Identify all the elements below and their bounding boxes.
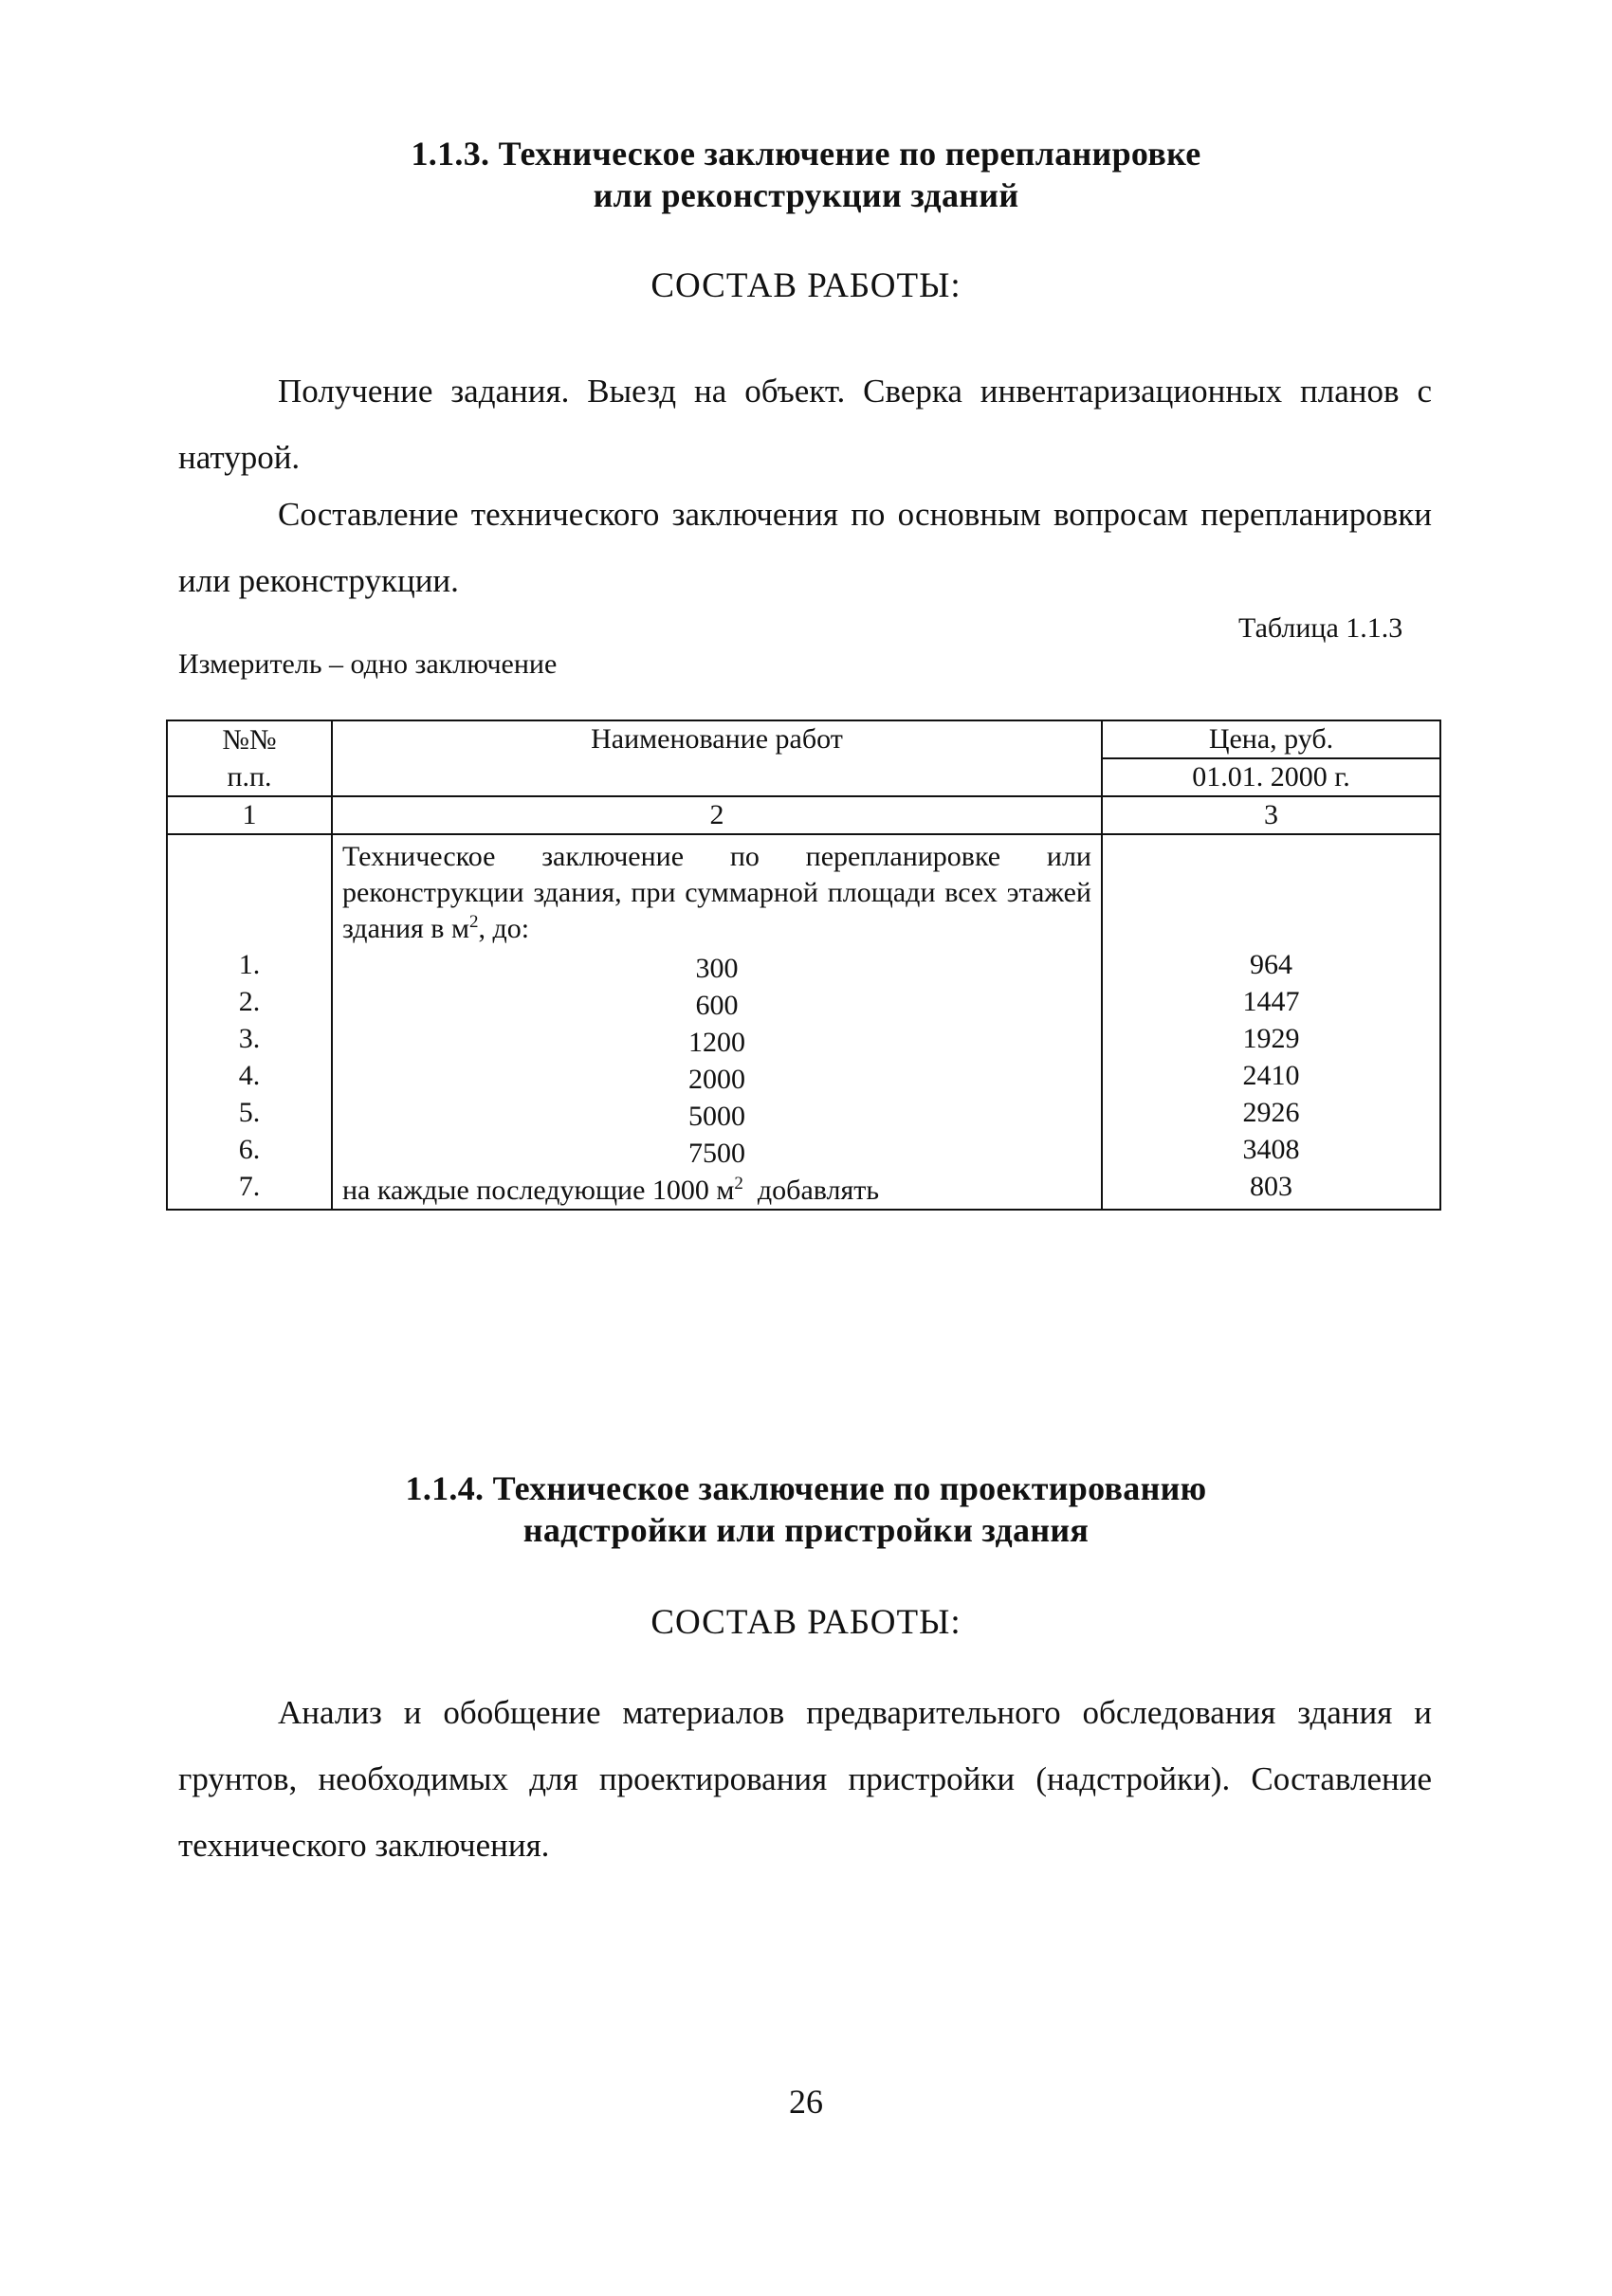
area-value: 600 <box>695 990 739 1021</box>
measure-unit: Измеритель – одно заключение <box>178 648 558 680</box>
composition-title: СОСТАВ РАБОТЫ: <box>650 266 962 305</box>
area-value: 5000 <box>688 1101 745 1132</box>
composition-title: СОСТАВ РАБОТЫ: <box>650 1603 962 1642</box>
heading-line-2: надстройки или пристройки здания <box>522 1511 1090 1549</box>
header-number: №№ п.п. <box>167 720 332 796</box>
work-description: Техническое заключение по перепланировке или реконструкции здания, при суммарной площади всех этажей здания в $м^2$, до: <box>342 841 1091 944</box>
row-number: 6. <box>238 1134 261 1165</box>
price-value: 964 <box>1250 949 1292 980</box>
paragraph-analysis: Анализ и обобщение материалов предварительного обследования здания и грунтов, необходимых для проектирования пристройки (надстройки). Составление технического заключения. <box>178 1694 1432 1864</box>
price-value: 2410 <box>1242 1060 1300 1091</box>
price-value: 803 <box>1250 1171 1292 1202</box>
area-value: 7500 <box>688 1138 745 1169</box>
heading-line-1: 1.1.3. Техническое заключение по перепланировке <box>411 135 1201 173</box>
column-number-row <box>167 796 1440 834</box>
price-value: 1929 <box>1242 1023 1300 1054</box>
area-value: 300 <box>695 953 739 984</box>
area-value: 2000 <box>688 1064 745 1095</box>
column-number-3: 3 <box>1102 796 1440 834</box>
number-cell <box>167 834 332 1210</box>
column-number-1: 1 <box>167 796 332 834</box>
column-number-2: 2 <box>332 796 1102 834</box>
paragraph-compilation: Составление технического заключения по основным вопросам перепланировки или реконструкции. <box>178 496 1432 599</box>
table-caption: Таблица 1.1.3 <box>1238 612 1403 644</box>
price-value: 3408 <box>1242 1134 1300 1165</box>
header-work-name: Наименование работ <box>332 720 1102 796</box>
heading-line-1: 1.1.4. Техническое заключение по проектированию <box>405 1469 1207 1507</box>
price-cell <box>1102 834 1440 1210</box>
heading-line-2: или реконструкции зданий <box>593 176 1019 214</box>
row-number: 3. <box>238 1023 261 1054</box>
work-name-cell <box>332 834 1102 1210</box>
row-number: 2. <box>238 986 261 1017</box>
page-number: 26 <box>789 2083 823 2121</box>
row-number: 7. <box>238 1171 261 1202</box>
header-price-date: 01.01. 2000 г. <box>1102 758 1440 796</box>
section-heading-1-1-3 <box>0 133 1612 216</box>
row-number: 1. <box>238 949 261 980</box>
header-price: Цена, руб. <box>1102 720 1440 758</box>
section-heading-1-1-4 <box>0 1467 1612 1551</box>
area-value-additional: на каждые последующие 1000 $м^2$ добавлять <box>342 1174 880 1206</box>
price-value: 1447 <box>1242 986 1300 1017</box>
paragraph-receiving-task: Получение задания. Выезд на объект. Сверка инвентаризационных планов с натурой. <box>178 373 1432 476</box>
table-header-row <box>167 720 1440 758</box>
row-number: 5. <box>238 1097 261 1128</box>
area-value: 1200 <box>688 1027 745 1058</box>
price-table <box>166 720 1441 1211</box>
row-number: 4. <box>238 1060 261 1091</box>
price-value: 2926 <box>1242 1097 1300 1128</box>
table-body-row <box>167 834 1440 1210</box>
